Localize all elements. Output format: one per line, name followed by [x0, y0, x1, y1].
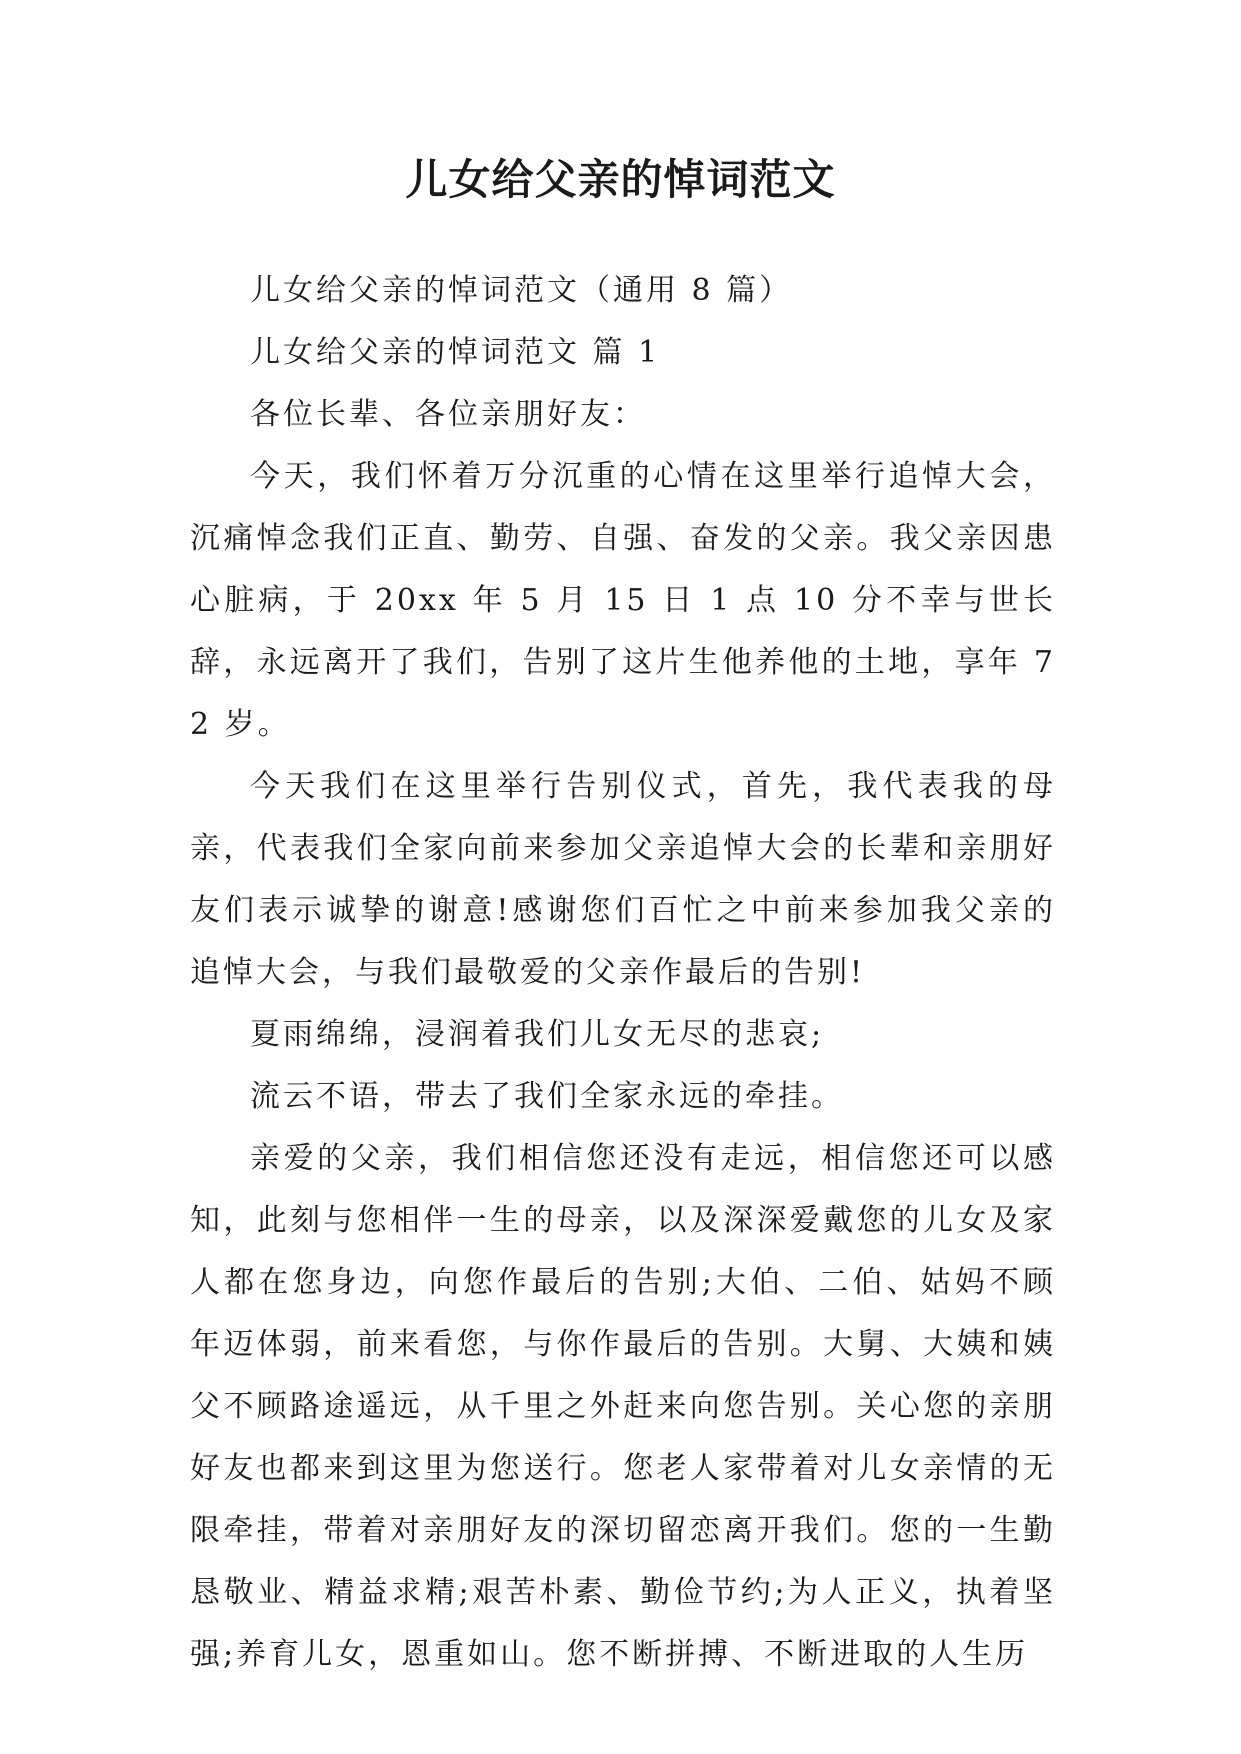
paragraph: 流云不语，带去了我们全家永远的牵挂。 — [250, 1079, 844, 1114]
paragraph-subtitle: 儿女给父亲的悼词范文（通用 8 篇） — [250, 273, 793, 308]
paragraph: 今天，我们怀着万分沉重的心情在这里举行追悼大会，沉痛悼念我们正直、勤劳、自强、奋发的父亲。我父亲因患心脏病，于 20xx 年 5 月 15 日 1 点 10 分不幸与世长辞，永远离开了我们，告别了这片生他养他的土地，享年 72 岁。 — [190, 459, 1056, 742]
paragraph: 亲爱的父亲，我们相信您还没有走远，相信您还可以感知，此刻与您相伴一生的母亲，以及深深爱戴您的儿女及家人都在您身边，向您作最后的告别;大伯、二伯、姑妈不顾年迈体弱，前来看您，与你作最后的告别。大舅、大姨和姨父不顾路途遥远，从千里之外赶来向您告别。关心您的亲朋好友也都来到这里为您送行。您老人家带着对儿女亲情的无限牵挂，带着对亲朋好友的深切留恋离开我们。您的一生勤恳敬业、精益求精;艰苦朴素、勤俭节约;为人正义，执着坚强;养育儿女，恩重如山。您不断拼搏、不断进取的人生历 — [190, 1141, 1056, 1672]
document-title: 儿女给父亲的悼词范文 — [405, 155, 836, 204]
paragraph: 今天我们在这里举行告别仪式，首先，我代表我的母亲，代表我们全家向前来参加父亲追悼大会的长辈和亲朋好友们表示诚挚的谢意!感谢您们百忙之中前来参加我父亲的追悼大会，与我们最敬爱的父亲作最后的告别! — [190, 769, 1056, 990]
paragraph-salutation: 各位长辈、各位亲朋好友： — [250, 397, 646, 432]
paragraph-section-heading: 儿女给父亲的悼词范文 篇 1 — [250, 335, 661, 370]
document-body — [190, 260, 1056, 1686]
paragraph: 夏雨绵绵，浸润着我们儿女无尽的悲哀; — [250, 1017, 825, 1052]
